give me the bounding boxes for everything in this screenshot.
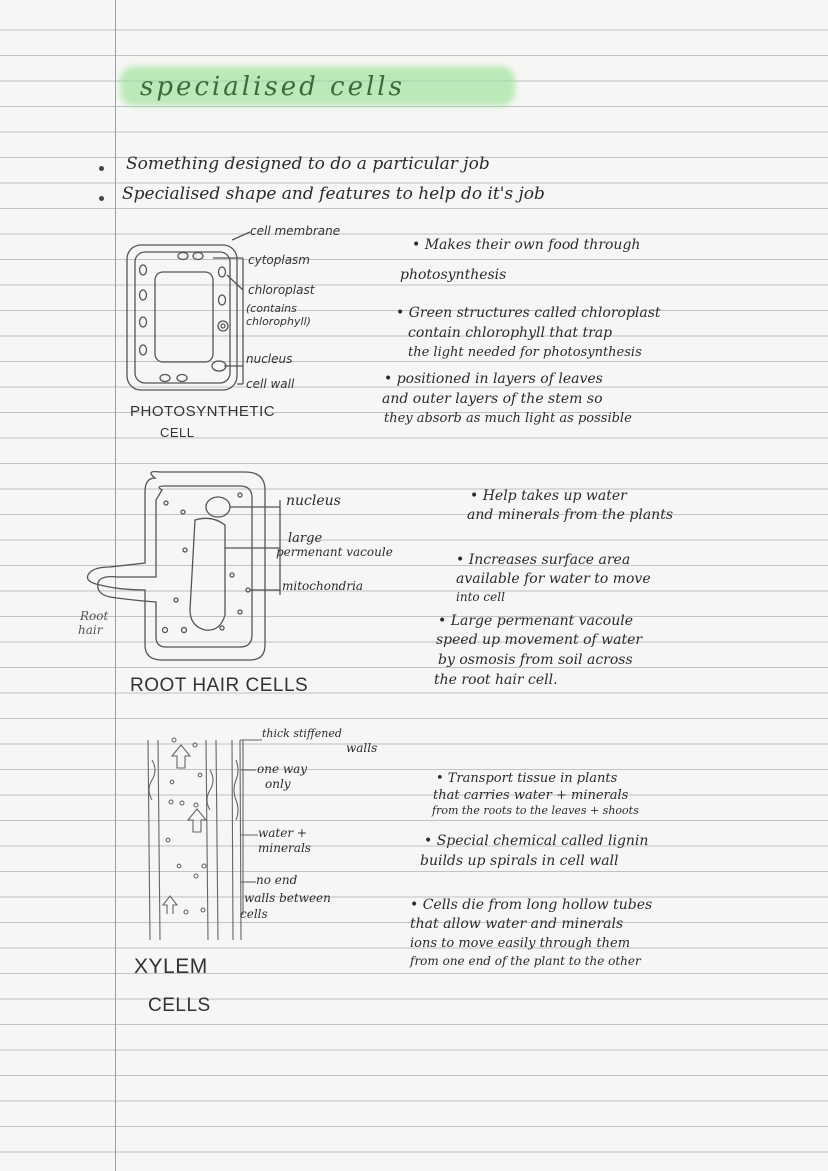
note-text: the light needed for photosynthesis <box>408 345 642 360</box>
note-text: that carries water + minerals <box>433 788 629 803</box>
note-text: from one end of the plant to the other <box>410 954 641 968</box>
label-thick-stiffened: thick stiffened <box>262 727 342 740</box>
caption-photosynthetic: PHOTOSYNTHETIC <box>130 403 276 420</box>
note-text: the root hair cell. <box>434 672 558 688</box>
note-text: • Cells die from long hollow tubes <box>410 897 653 913</box>
note-text: and minerals from the plants <box>467 507 674 523</box>
intro-line-2: Specialised shape and features to help do it's job <box>122 184 545 204</box>
label-cytoplasm: cytoplasm <box>248 253 310 267</box>
caption-xylem: XYLEM <box>134 955 208 978</box>
caption-cell: CELL <box>160 425 195 440</box>
label-cell-wall: cell wall <box>246 377 295 391</box>
page-title: specialised cells <box>140 72 405 102</box>
label-large: large <box>288 531 323 546</box>
note-text: into cell <box>456 590 505 604</box>
note-text: available for water to move <box>456 571 651 587</box>
note-text: • positioned in layers of leaves <box>384 371 603 387</box>
label-nucleus: nucleus <box>246 352 293 366</box>
note-text: photosynthesis <box>400 267 507 283</box>
label-root: Root <box>80 609 109 623</box>
note-text: • Makes their own food through <box>412 237 641 253</box>
label-walls: walls <box>346 741 378 755</box>
label-only: only <box>265 777 291 791</box>
note-text: contain chlorophyll that trap <box>408 325 613 341</box>
note-text: • Large permenant vacoule <box>438 613 634 629</box>
caption-xylem-cells: CELLS <box>148 995 211 1016</box>
note-text: builds up spirals in cell wall <box>420 853 619 869</box>
label-mitochondria: mitochondria <box>282 579 364 593</box>
note-text: from the roots to the leaves + shoots <box>432 804 639 817</box>
label-hair: hair <box>78 623 103 637</box>
note-text: • Transport tissue in plants <box>436 771 618 786</box>
label-walls-between: walls between <box>244 891 331 905</box>
label-nucleus: nucleus <box>286 493 341 509</box>
note-text: • Increases surface area <box>456 552 631 568</box>
label-cell-membrane: cell membrane <box>250 224 341 238</box>
note-text: • Help takes up water <box>470 488 627 504</box>
label-no-end: no end <box>256 873 298 887</box>
label-minerals: minerals <box>258 841 311 855</box>
note-text: ions to move easily through them <box>410 936 631 951</box>
label-chlorophyll: chlorophyll) <box>246 315 311 328</box>
note-text: speed up movement of water <box>436 632 643 648</box>
label-chloroplast: chloroplast <box>248 283 315 297</box>
intro-line-1: Something designed to do a particular job <box>126 154 490 174</box>
label-vacuole: permenant vacoule <box>276 545 393 559</box>
note-text: by osmosis from soil across <box>438 652 633 668</box>
note-text: and outer layers of the stem so <box>382 391 603 407</box>
label-one-way: one way <box>257 762 308 776</box>
note-text: they absorb as much light as possible <box>384 411 632 426</box>
label-contains: (contains <box>246 302 297 315</box>
note-text: that allow water and minerals <box>410 916 624 932</box>
label-cells: cells <box>240 907 268 921</box>
caption-root-hair: ROOT HAIR CELLS <box>130 675 309 696</box>
note-text: • Special chemical called lignin <box>424 833 649 849</box>
label-water: water + <box>258 826 307 840</box>
note-text: • Green structures called chloroplast <box>396 305 661 321</box>
